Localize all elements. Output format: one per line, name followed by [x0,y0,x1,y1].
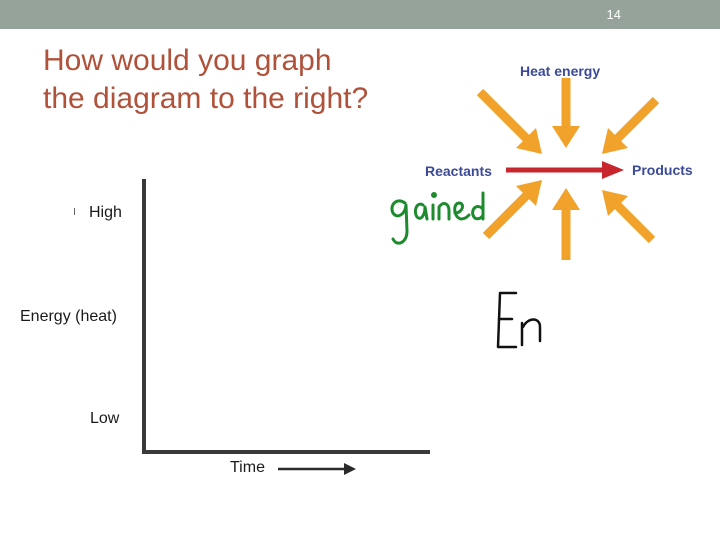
x-axis-line [142,450,430,454]
y-axis-line [142,179,146,454]
bullet-mark [74,208,75,215]
heat-arrow-top-right [602,100,656,154]
y-axis-label: Energy (heat) [20,308,117,325]
slide-header-bar [0,0,720,29]
time-arrow-icon [276,460,358,478]
slide-number: 14 [606,7,621,22]
y-high-label: High [89,204,122,221]
heat-arrow-bottom [552,188,580,260]
heat-arrow-top [552,78,580,148]
reactants-label: Reactants [425,163,492,179]
heat-arrow-bottom-right [602,190,652,240]
products-label: Products [632,162,693,178]
y-low-label: Low [90,410,120,427]
reaction-arrow [506,161,624,179]
heat-arrow-top-left [480,92,542,154]
x-axis-label: Time [230,459,265,476]
heat-energy-label: Heat energy [520,63,601,79]
slide-title [43,42,433,118]
slide-title-line-1: How would you graph [43,44,332,77]
handwritten-en-annotation [492,285,552,355]
slide-title-line-2: the diagram to the right? [43,82,369,115]
handwritten-gained-annotation [383,185,493,255]
heat-arrow-bottom-left [486,180,542,236]
